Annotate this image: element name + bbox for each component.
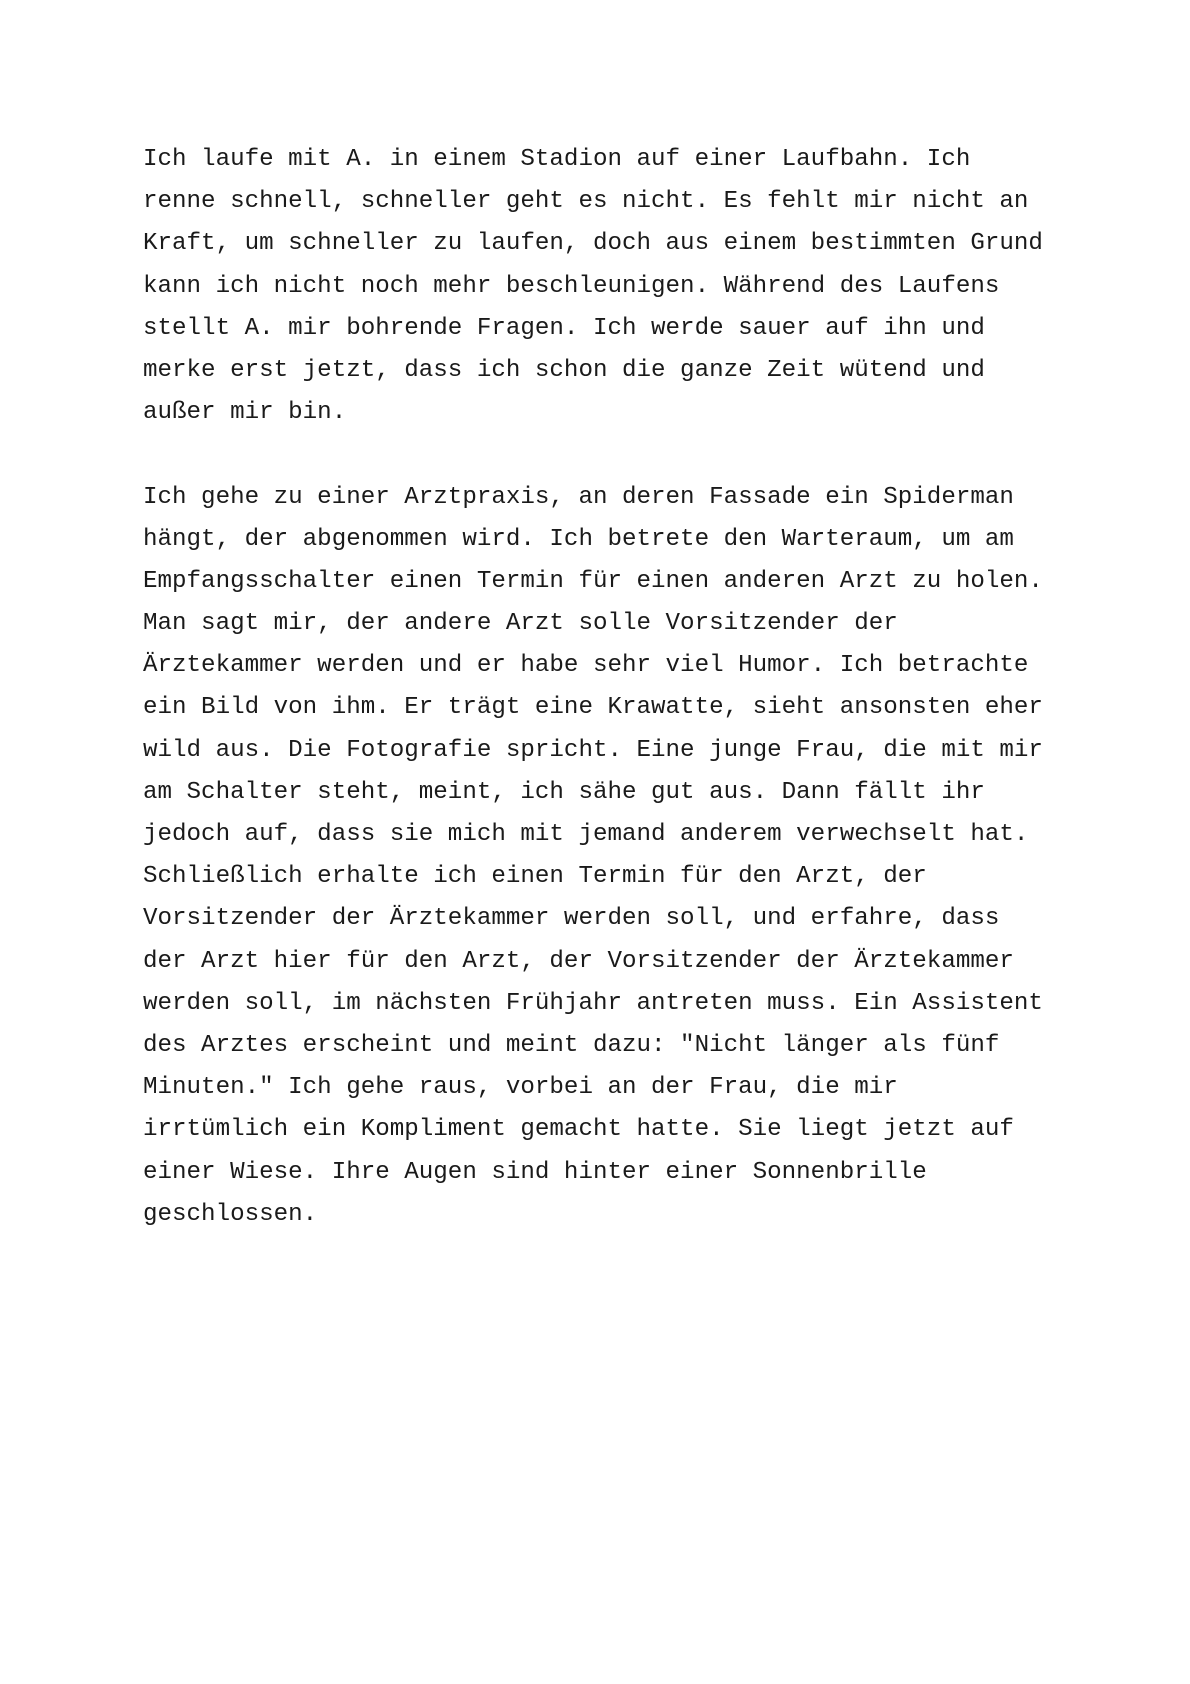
text-line: irrtümlich ein Kompliment gemacht hatte. Sie liegt jetzt auf xyxy=(143,1116,1014,1144)
text-line: werden soll, im nächsten Frühjahr antreten muss. Ein Assistent xyxy=(143,989,1043,1017)
text-line: Minuten." Ich gehe raus, vorbei an der Frau, die mir xyxy=(143,1074,898,1102)
paragraph-1 xyxy=(143,139,1063,434)
text-line: Schließlich erhalte ich einen Termin für den Arzt, der xyxy=(143,863,927,891)
text-line: Ich gehe zu einer Arztpraxis, an deren Fassade ein Spiderman xyxy=(143,483,1014,511)
text-line: kann ich nicht noch mehr beschleunigen. Während des Laufens xyxy=(143,272,1000,300)
text-line: geschlossen. xyxy=(143,1200,318,1228)
document-body xyxy=(143,139,1063,1236)
text-line: merke erst jetzt, dass ich schon die ganze Zeit wütend und xyxy=(143,356,985,384)
text-line: Kraft, um schneller zu laufen, doch aus einem bestimmten Grund xyxy=(143,230,1043,258)
text-line: Ärztekammer werden und er habe sehr viel Humor. Ich betrachte xyxy=(143,652,1029,680)
text-line: jedoch auf, dass sie mich mit jemand anderem verwechselt hat. xyxy=(143,821,1029,848)
text-line: hängt, der abgenommen wird. Ich betrete den Warteraum, um am xyxy=(143,525,1014,553)
text-line: der Arzt hier für den Arzt, der Vorsitzender der Ärztekammer xyxy=(143,947,1014,975)
text-line: renne schnell, schneller geht es nicht. Es fehlt mir nicht an xyxy=(143,188,1029,216)
text-line: stellt A. mir bohrende Fragen. Ich werde sauer auf ihn und xyxy=(143,314,985,342)
text-line: Ich laufe mit A. in einem Stadion auf einer Laufbahn. Ich xyxy=(143,146,971,173)
text-line: des Arztes erscheint und meint dazu: "Nicht länger als fünf xyxy=(143,1031,1000,1059)
text-line: am Schalter steht, meint, ich sähe gut aus. Dann fällt ihr xyxy=(143,778,985,806)
text-line: Empfangsschalter einen Termin für einen anderen Arzt zu holen. xyxy=(143,567,1043,595)
text-line: ein Bild von ihm. Er trägt eine Krawatte, sieht ansonsten eher xyxy=(143,694,1043,722)
text-line: außer mir bin. xyxy=(143,399,347,427)
paragraph-2 xyxy=(143,477,1063,1236)
text-line: einer Wiese. Ihre Augen sind hinter einer Sonnenbrille xyxy=(143,1158,927,1186)
text-line: wild aus. Die Fotografie spricht. Eine junge Frau, die mit mir xyxy=(143,736,1043,764)
text-line: Man sagt mir, der andere Arzt solle Vorsitzender der xyxy=(143,610,898,638)
text-line: Vorsitzender der Ärztekammer werden soll, und erfahre, dass xyxy=(143,905,1000,933)
paragraph-spacer xyxy=(143,434,1063,476)
